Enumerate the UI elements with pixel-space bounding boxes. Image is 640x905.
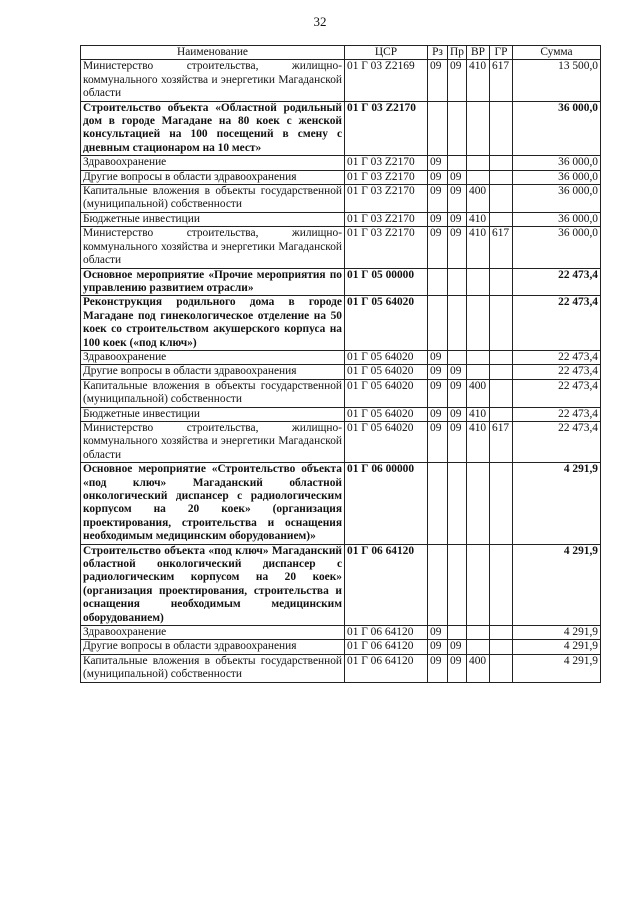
- row-csr-code: 01 Г 05 64020: [345, 296, 428, 351]
- row-gr-code: [490, 170, 513, 184]
- row-sum: 4 291,9: [513, 463, 601, 544]
- row-pr-code: 09: [448, 365, 467, 379]
- row-sum: 4 291,9: [513, 544, 601, 625]
- row-rz-code: 09: [428, 407, 448, 421]
- row-vr-code: [467, 101, 490, 156]
- row-pr-code: 09: [448, 407, 467, 421]
- row-name: Здравоохранение: [81, 350, 345, 364]
- row-name: Строительство объекта «под ключ» Магаданский областной онкологический диспансер с радиологическим корпусом на 20 коек» (организация проектирования, строительства и оснащения необходимым медицинским оборудованием): [81, 544, 345, 625]
- row-pr-code: 09: [448, 60, 467, 101]
- row-name: Министерство строительства, жилищно-коммунального хозяйства и энергетики Магаданской области: [81, 421, 345, 462]
- row-gr-code: [490, 654, 513, 682]
- row-name: Капитальные вложения в объекты государственной (муниципальной) собственности: [81, 185, 345, 213]
- table-row: [81, 350, 601, 364]
- row-name: Основное мероприятие «Прочие мероприятия по управлению развитием отрасли»: [81, 268, 345, 296]
- column-header-sum: Сумма: [513, 46, 601, 60]
- row-rz-code: 09: [428, 365, 448, 379]
- page-number: 32: [313, 14, 327, 29]
- row-rz-code: [428, 544, 448, 625]
- row-name: Здравоохранение: [81, 626, 345, 640]
- row-rz-code: 09: [428, 626, 448, 640]
- table-row: [81, 463, 601, 544]
- row-vr-code: 410: [467, 421, 490, 462]
- row-csr-code: 01 Г 06 64120: [345, 654, 428, 682]
- row-name: Министерство строительства, жилищно-коммунального хозяйства и энергетики Магаданской области: [81, 60, 345, 101]
- row-csr-code: 01 Г 03 Z2170: [345, 185, 428, 213]
- table-row: [81, 101, 601, 156]
- row-csr-code: 01 Г 05 00000: [345, 268, 428, 296]
- row-csr-code: 01 Г 06 64120: [345, 626, 428, 640]
- column-header-gr: ГР: [490, 46, 513, 60]
- row-gr-code: [490, 407, 513, 421]
- column-header-pr: Пр: [448, 46, 467, 60]
- row-rz-code: 09: [428, 379, 448, 407]
- row-pr-code: 09: [448, 170, 467, 184]
- row-gr-code: [490, 185, 513, 213]
- row-sum: 36 000,0: [513, 227, 601, 268]
- table-row: [81, 544, 601, 625]
- table-row: [81, 60, 601, 101]
- table-row: [81, 268, 601, 296]
- row-name: Бюджетные инвестиции: [81, 212, 345, 226]
- row-pr-code: [448, 350, 467, 364]
- row-pr-code: [448, 156, 467, 170]
- row-gr-code: [490, 156, 513, 170]
- table-row: [81, 227, 601, 268]
- row-vr-code: 410: [467, 227, 490, 268]
- row-gr-code: [490, 626, 513, 640]
- row-name: Основное мероприятие «Строительство объекта «под ключ» Магаданский областной онкологический диспансер с радиологическим корпусом на 20 коек» (организация проектирования, строительства и оснащения необходимым медицинским оборудованием)»: [81, 463, 345, 544]
- row-gr-code: [490, 463, 513, 544]
- table-row: [81, 654, 601, 682]
- row-vr-code: 410: [467, 60, 490, 101]
- row-rz-code: 09: [428, 170, 448, 184]
- row-rz-code: [428, 268, 448, 296]
- row-sum: 4 291,9: [513, 626, 601, 640]
- row-name: Здравоохранение: [81, 156, 345, 170]
- column-header-name: Наименование: [81, 46, 345, 60]
- row-csr-code: 01 Г 03 Z2169: [345, 60, 428, 101]
- row-sum: 36 000,0: [513, 156, 601, 170]
- row-csr-code: 01 Г 05 64020: [345, 379, 428, 407]
- row-sum: 4 291,9: [513, 654, 601, 682]
- row-pr-code: [448, 268, 467, 296]
- table-row: [81, 296, 601, 351]
- row-name: Реконструкция родильного дома в городе Магадане под гинекологическое отделение на 50 коек со строительством акушерского корпуса на 100 коек («под ключ»): [81, 296, 345, 351]
- row-rz-code: 09: [428, 185, 448, 213]
- row-name: Бюджетные инвестиции: [81, 407, 345, 421]
- row-vr-code: [467, 268, 490, 296]
- row-sum: 36 000,0: [513, 185, 601, 213]
- row-pr-code: 09: [448, 654, 467, 682]
- table-row: [81, 407, 601, 421]
- row-name: Капитальные вложения в объекты государственной (муниципальной) собственности: [81, 379, 345, 407]
- row-vr-code: 400: [467, 379, 490, 407]
- row-vr-code: 410: [467, 407, 490, 421]
- row-sum: 22 473,4: [513, 365, 601, 379]
- row-sum: 22 473,4: [513, 350, 601, 364]
- row-vr-code: [467, 156, 490, 170]
- column-header-rz: Рз: [428, 46, 448, 60]
- row-sum: 22 473,4: [513, 379, 601, 407]
- row-sum: 4 291,9: [513, 640, 601, 654]
- row-csr-code: 01 Г 03 Z2170: [345, 227, 428, 268]
- row-rz-code: [428, 296, 448, 351]
- table-header-row: [81, 46, 601, 60]
- row-rz-code: 09: [428, 156, 448, 170]
- row-csr-code: 01 Г 06 00000: [345, 463, 428, 544]
- row-csr-code: 01 Г 03 Z2170: [345, 212, 428, 226]
- row-gr-code: [490, 101, 513, 156]
- row-gr-code: [490, 296, 513, 351]
- row-vr-code: 410: [467, 212, 490, 226]
- row-gr-code: 617: [490, 227, 513, 268]
- row-rz-code: 09: [428, 60, 448, 101]
- row-sum: 36 000,0: [513, 101, 601, 156]
- table-row: [81, 365, 601, 379]
- row-csr-code: 01 Г 05 64020: [345, 365, 428, 379]
- row-name: Другие вопросы в области здравоохранения: [81, 640, 345, 654]
- row-pr-code: [448, 626, 467, 640]
- row-gr-code: 617: [490, 60, 513, 101]
- row-csr-code: 01 Г 06 64120: [345, 640, 428, 654]
- table-row: [81, 185, 601, 213]
- row-pr-code: 09: [448, 185, 467, 213]
- row-csr-code: 01 Г 03 Z2170: [345, 156, 428, 170]
- row-vr-code: [467, 350, 490, 364]
- row-vr-code: [467, 544, 490, 625]
- table-row: [81, 640, 601, 654]
- row-vr-code: [467, 626, 490, 640]
- row-vr-code: [467, 296, 490, 351]
- table-body: [81, 60, 601, 682]
- row-pr-code: 09: [448, 421, 467, 462]
- row-gr-code: [490, 350, 513, 364]
- row-sum: 22 473,4: [513, 268, 601, 296]
- row-gr-code: [490, 365, 513, 379]
- row-sum: 22 473,4: [513, 421, 601, 462]
- table-row: [81, 170, 601, 184]
- row-rz-code: 09: [428, 421, 448, 462]
- row-vr-code: 400: [467, 654, 490, 682]
- row-pr-code: [448, 544, 467, 625]
- row-vr-code: [467, 170, 490, 184]
- row-pr-code: [448, 296, 467, 351]
- row-pr-code: 09: [448, 640, 467, 654]
- row-pr-code: 09: [448, 379, 467, 407]
- row-pr-code: 09: [448, 227, 467, 268]
- row-pr-code: [448, 101, 467, 156]
- table-row: [81, 379, 601, 407]
- row-sum: 36 000,0: [513, 170, 601, 184]
- row-name: Капитальные вложения в объекты государственной (муниципальной) собственности: [81, 654, 345, 682]
- row-vr-code: [467, 640, 490, 654]
- row-rz-code: 09: [428, 654, 448, 682]
- row-csr-code: 01 Г 03 Z2170: [345, 101, 428, 156]
- budget-table: [80, 45, 601, 683]
- row-csr-code: 01 Г 05 64020: [345, 407, 428, 421]
- row-rz-code: [428, 463, 448, 544]
- row-csr-code: 01 Г 05 64020: [345, 350, 428, 364]
- table-row: [81, 156, 601, 170]
- row-rz-code: 09: [428, 350, 448, 364]
- row-rz-code: 09: [428, 212, 448, 226]
- row-name: Другие вопросы в области здравоохранения: [81, 170, 345, 184]
- row-pr-code: [448, 463, 467, 544]
- row-name: Министерство строительства, жилищно-коммунального хозяйства и энергетики Магаданской области: [81, 227, 345, 268]
- row-rz-code: 09: [428, 640, 448, 654]
- row-pr-code: 09: [448, 212, 467, 226]
- table-row: [81, 421, 601, 462]
- row-csr-code: 01 Г 05 64020: [345, 421, 428, 462]
- column-header-csr: ЦСР: [345, 46, 428, 60]
- row-gr-code: [490, 379, 513, 407]
- row-rz-code: [428, 101, 448, 156]
- row-sum: 22 473,4: [513, 407, 601, 421]
- row-name: Строительство объекта «Областной родильный дом в городе Магадане на 80 коек с женской консультацией на 100 посещений в смену с дневным стационаром на 10 мест»: [81, 101, 345, 156]
- column-header-vr: ВР: [467, 46, 490, 60]
- row-gr-code: 617: [490, 421, 513, 462]
- row-sum: 13 500,0: [513, 60, 601, 101]
- row-sum: 36 000,0: [513, 212, 601, 226]
- row-gr-code: [490, 268, 513, 296]
- table-row: [81, 626, 601, 640]
- row-csr-code: 01 Г 03 Z2170: [345, 170, 428, 184]
- row-vr-code: [467, 463, 490, 544]
- row-gr-code: [490, 212, 513, 226]
- row-sum: 22 473,4: [513, 296, 601, 351]
- row-gr-code: [490, 544, 513, 625]
- table-row: [81, 212, 601, 226]
- row-name: Другие вопросы в области здравоохранения: [81, 365, 345, 379]
- row-vr-code: 400: [467, 185, 490, 213]
- row-rz-code: 09: [428, 227, 448, 268]
- row-gr-code: [490, 640, 513, 654]
- row-vr-code: [467, 365, 490, 379]
- row-csr-code: 01 Г 06 64120: [345, 544, 428, 625]
